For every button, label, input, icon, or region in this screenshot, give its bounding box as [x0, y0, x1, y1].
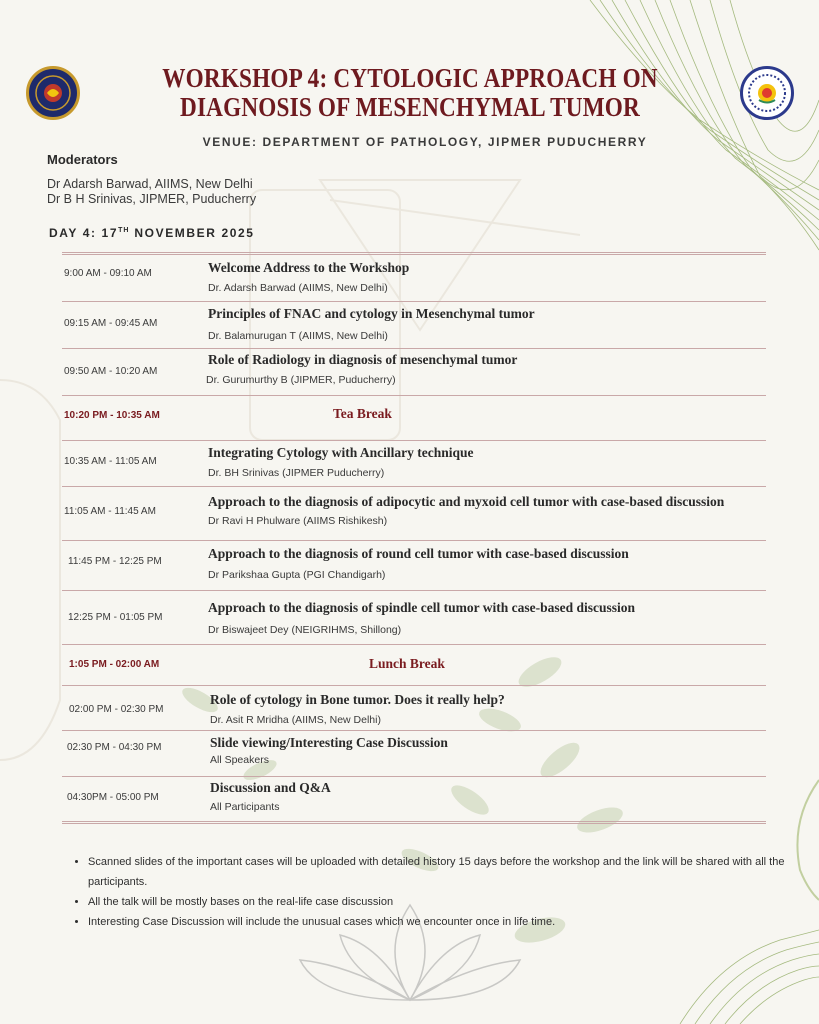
row-divider: [62, 776, 766, 777]
session-title: Approach to the diagnosis of spindle cell tumor with case-based discussion: [208, 600, 636, 615]
session-time: 02:00 PM - 02:30 PM: [69, 704, 164, 715]
table-bottom-rule: [62, 821, 766, 824]
session-title: Approach to the diagnosis of round cell tumor with case-based discussion: [208, 546, 629, 561]
moderator-2: Dr B H Srinivas, JIPMER, Puducherry: [47, 192, 257, 206]
moderators-heading: Moderators: [47, 152, 118, 167]
day-rest: NOVEMBER 2025: [129, 226, 255, 240]
row-divider: [62, 590, 766, 591]
note-item: • All the talk will be mostly bases on the real-life case discussion: [88, 892, 788, 912]
day-prefix: DAY 4: 17: [49, 226, 119, 240]
session-speaker: Dr. BH Srinivas (JIPMER Puducherry): [208, 467, 385, 479]
row-divider: [62, 348, 766, 349]
day-suffix: TH: [118, 227, 130, 234]
academy-logo: [26, 66, 80, 120]
session-title: Integrating Cytology with Ancillary technique: [208, 445, 474, 460]
session-time: 10:35 AM - 11:05 AM: [64, 456, 157, 467]
session-time: 04:30PM - 05:00 PM: [67, 792, 159, 803]
session-speaker: Dr Ravi H Phulware (AIIMS Rishikesh): [208, 515, 388, 527]
session-time: 11:05 AM - 11:45 AM: [64, 506, 156, 517]
session-time: 09:15 AM - 09:45 AM: [64, 318, 158, 329]
row-divider: [62, 730, 766, 731]
session-speaker: Dr. Asit R Mridha (AIIMS, New Delhi): [210, 714, 381, 726]
row-divider: [62, 395, 766, 396]
session-title: Approach to the diagnosis of adipocytic and myxoid cell tumor with case-based discussion: [208, 494, 725, 509]
break-time: 1:05 PM - 02:00 AM: [69, 659, 160, 670]
break-time: 10:20 PM - 10:35 AM: [64, 410, 160, 421]
session-time: 9:00 AM - 09:10 AM: [64, 268, 152, 279]
lunch-break-label: Lunch Break: [369, 656, 445, 671]
moderator-1: Dr Adarsh Barwad, AIIMS, New Delhi: [47, 177, 253, 191]
session-speaker: Dr. Balamurugan T (AIIMS, New Delhi): [208, 330, 388, 342]
row-divider: [62, 644, 766, 645]
session-speaker: All Speakers: [210, 754, 269, 766]
session-speaker: Dr. Gurumurthy B (JIPMER, Puducherry): [206, 374, 396, 386]
row-divider: [62, 540, 766, 541]
session-time: 11:45 PM - 12:25 PM: [68, 556, 162, 567]
note-item: • Scanned slides of the important cases will be uploaded with detailed history 15 days before the workshop and the link will be shared with all the participants.: [88, 852, 788, 892]
session-speaker: All Participants: [210, 801, 280, 813]
session-title: Role of cytology in Bone tumor. Does it really help?: [210, 692, 505, 707]
row-divider: [62, 685, 766, 686]
session-time: 12:25 PM - 01:05 PM: [68, 612, 163, 623]
row-divider: [62, 440, 766, 441]
notes-list: [72, 852, 788, 932]
session-speaker: Dr Biswajeet Dey (NEIGRIHMS, Shillong): [208, 624, 402, 636]
session-speaker: Dr Parikshaa Gupta (PGI Chandigarh): [208, 569, 386, 581]
venue: VENUE: DEPARTMENT OF PATHOLOGY, JIPMER PUDUCHERRY: [202, 135, 648, 149]
title-line-2: DIAGNOSIS OF MESENCHYMAL TUMOR: [180, 92, 640, 122]
session-title: Slide viewing/Interesting Case Discussion: [210, 735, 448, 750]
institute-logo: [740, 66, 794, 120]
session-speaker: Dr. Adarsh Barwad (AIIMS, New Delhi): [208, 282, 388, 294]
note-item: • Interesting Case Discussion will include the unusual cases which we encounter once in life time.: [88, 912, 788, 932]
tea-break-label: Tea Break: [333, 406, 392, 421]
session-time: 02:30 PM - 04:30 PM: [67, 742, 162, 753]
title-line-1: WORKSHOP 4: CYTOLOGIC APPROACH ON: [162, 63, 658, 93]
workshop-title: [143, 64, 676, 122]
row-divider: [62, 486, 766, 487]
session-time: 09:50 AM - 10:20 AM: [64, 366, 158, 377]
day-heading: [49, 226, 255, 240]
session-title: Welcome Address to the Workshop: [208, 260, 410, 275]
session-title: Principles of FNAC and cytology in Mesenchymal tumor: [208, 306, 535, 321]
session-title: Discussion and Q&A: [210, 780, 331, 795]
row-divider: [62, 301, 766, 302]
session-title: Role of Radiology in diagnosis of mesenchymal tumor: [208, 352, 518, 367]
table-top-rule: [62, 252, 766, 255]
